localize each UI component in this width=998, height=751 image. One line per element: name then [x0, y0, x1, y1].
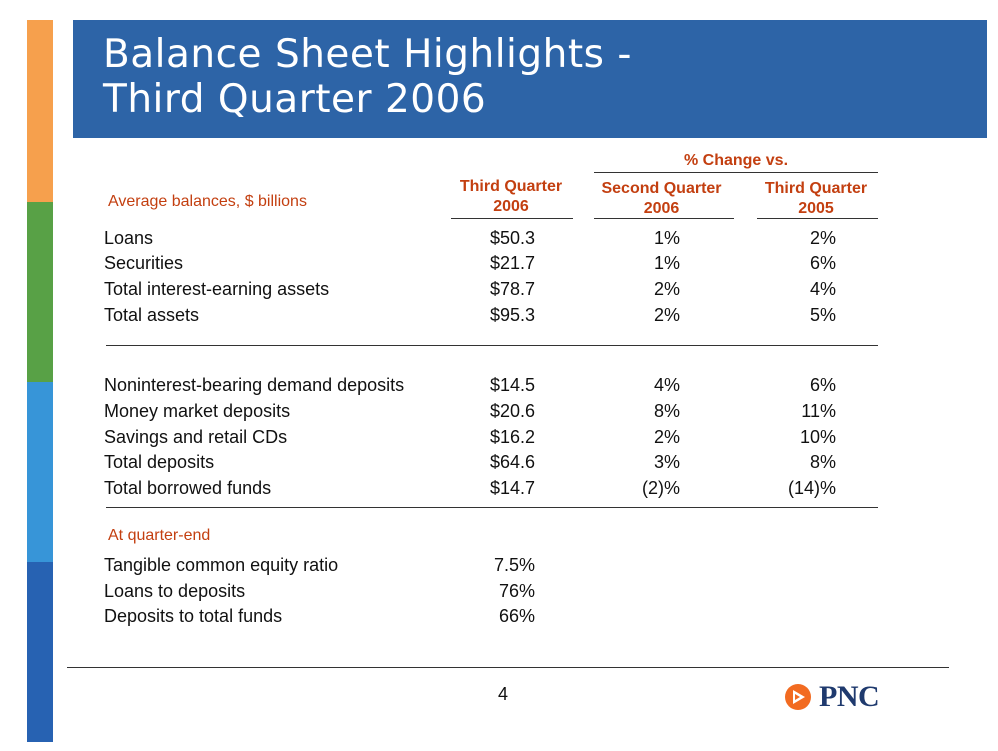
stripe-light-blue [27, 382, 53, 562]
col2-line1: Second Quarter [601, 180, 722, 197]
row-change-q3: 5% [809, 305, 836, 325]
row-change-q2: 4% [653, 375, 680, 395]
row-label: Loans to deposits [104, 581, 246, 601]
page-number: 4 [498, 684, 509, 704]
slide-title [103, 32, 632, 122]
col-header-third-quarter-2006 [448, 177, 574, 217]
row-label: Total borrowed funds [104, 478, 272, 498]
row-value: $50.3 [489, 228, 535, 248]
average-balances-label: Average balances, $ billions [108, 193, 307, 210]
section-divider [106, 507, 878, 508]
col-header-second-quarter-2006 [588, 179, 735, 219]
row-value: $14.5 [489, 375, 535, 395]
col2-line2: 2006 [643, 200, 680, 217]
row-label: Money market deposits [104, 401, 291, 421]
row-label: Noninterest-bearing demand deposits [104, 375, 405, 395]
col-header-third-quarter-2005 [751, 179, 881, 219]
row-change-q3: 2% [809, 228, 836, 248]
row-label: Tangible common equity ratio [104, 555, 339, 575]
row-label: Total interest-earning assets [104, 279, 330, 299]
col1-line1: Third Quarter [459, 178, 563, 195]
change-vs-header: % Change vs. [683, 152, 789, 169]
pnc-triangle-icon [783, 682, 813, 712]
title-line-2: Third Quarter 2006 [103, 77, 487, 122]
change-vs-rule [594, 172, 878, 173]
row-label: Securities [104, 253, 184, 273]
stripe-green [27, 202, 53, 382]
row-value: $95.3 [489, 305, 535, 325]
row-change-q2: 8% [653, 401, 680, 421]
row-change-q2: 1% [653, 228, 680, 248]
footer-rule [67, 667, 949, 668]
row-value: $20.6 [489, 401, 535, 421]
row-change-q2: 2% [653, 427, 680, 447]
col1-line2: 2006 [493, 198, 529, 215]
row-label: Deposits to total funds [104, 606, 283, 626]
row-value: $21.7 [489, 253, 535, 273]
logo-text: PNC [819, 680, 880, 713]
row-value: 66% [498, 606, 535, 626]
row-change-q2: 1% [653, 253, 680, 273]
row-change-q2: 2% [653, 279, 680, 299]
row-label: Total assets [104, 305, 200, 325]
title-line-1: Balance Sheet Highlights - [103, 32, 632, 77]
col3-line1: Third Quarter [764, 180, 868, 197]
col3-line2: 2005 [798, 200, 834, 217]
row-label: Loans [104, 228, 154, 248]
row-value: 7.5% [493, 555, 535, 575]
row-change-q3: 8% [809, 452, 836, 472]
row-label: Total deposits [104, 452, 215, 472]
row-label: Savings and retail CDs [104, 427, 288, 447]
stripe-dark-blue [27, 562, 53, 742]
row-change-q3: 6% [809, 375, 836, 395]
row-change-q3: 10% [799, 427, 836, 447]
pnc-logo [783, 680, 879, 714]
row-change-q2: 2% [653, 305, 680, 325]
row-value: 76% [498, 581, 535, 601]
row-change-q2: 3% [653, 452, 680, 472]
col1-rule [451, 218, 573, 219]
row-value: $16.2 [489, 427, 535, 447]
row-change-q3: 4% [809, 279, 836, 299]
row-value: $64.6 [489, 452, 535, 472]
row-change-q2: (2)% [641, 478, 680, 498]
stripe-orange [27, 20, 53, 202]
col2-rule [594, 218, 734, 219]
row-change-q3: 11% [801, 401, 836, 421]
row-change-q3: 6% [809, 253, 836, 273]
at-quarter-end-label: At quarter-end [108, 527, 211, 544]
row-value: $78.7 [489, 279, 535, 299]
col3-rule [757, 218, 878, 219]
row-value: $14.7 [489, 478, 535, 498]
row-change-q3: (14)% [787, 478, 836, 498]
section-divider [106, 345, 878, 346]
